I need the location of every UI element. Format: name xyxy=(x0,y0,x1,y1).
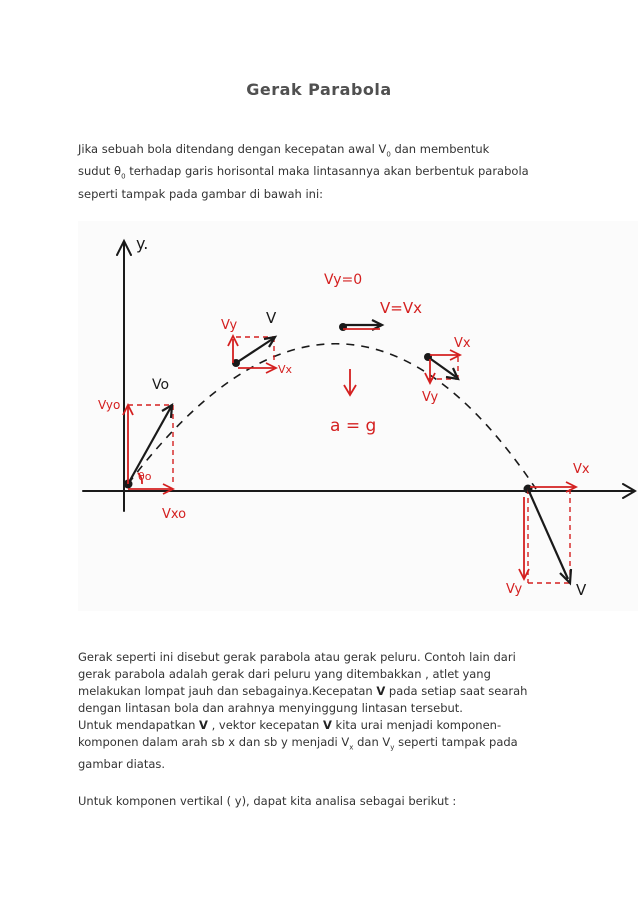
body-line-3-bold: V xyxy=(376,684,386,698)
intro-line-2b: terhadap garis horisontal maka lintasannya akan berbentuk parabola xyxy=(125,164,529,179)
intro-line-2a: sudut θ xyxy=(78,164,122,179)
gravity-label: a = g xyxy=(330,416,377,436)
intro-line-3: seperti tampak pada gambar di bawah ini: xyxy=(78,186,324,201)
body-line-5-bold-1: V xyxy=(199,718,208,732)
vx1-label: Vx xyxy=(278,363,293,376)
body-line-7: gambar diatas. xyxy=(78,757,166,772)
vx-subscript: x xyxy=(349,743,354,752)
intro-line-1: Jika sebuah bola ditendang dengan kecepatan awal V xyxy=(78,142,387,156)
body-line-6b: dan V xyxy=(353,735,391,749)
body-line-5-bold-2: V xyxy=(322,718,332,732)
vx4-label: Vx xyxy=(573,462,590,477)
parabola-diagram xyxy=(78,221,638,611)
body-line-3-tail: pada setiap saat searah xyxy=(385,684,528,698)
theta-subscript: 0 xyxy=(121,172,126,181)
body-line-6c: seperti tampak pada xyxy=(394,735,518,749)
vy1-label: Vy xyxy=(221,318,238,333)
page-title: Gerak Parabola xyxy=(246,80,392,99)
body-line-5b: , vektor kecepatan xyxy=(207,718,323,732)
theta0-label: θo xyxy=(138,470,152,483)
body-line-4: dengan lintasan bola dan arahnya menyinggung lintasan tersebut. xyxy=(78,701,463,715)
body-line-5a: Untuk mendapatkan xyxy=(78,718,200,732)
body-line-3: melakukan lompat jauh dan sebagainya.Kecepatan xyxy=(78,684,377,698)
body-paragraph xyxy=(78,649,562,773)
vy-zero-label: Vy=0 xyxy=(324,272,363,288)
body-line-2: gerak parabola adalah gerak dari peluru yang ditembakkan , atlet yang xyxy=(78,667,491,681)
vy3-label: Vy xyxy=(422,390,439,405)
v0-subscript: 0 xyxy=(386,150,391,159)
intro-line-1-tail: dan membentuk xyxy=(390,142,490,156)
parabola-diagram-svg xyxy=(78,221,638,611)
vx0-label: Vxo xyxy=(162,507,187,522)
intro-paragraph xyxy=(78,141,562,203)
v1-label: V xyxy=(266,309,277,327)
vx3-label: Vx xyxy=(454,336,471,351)
v-eq-vx-label: V=Vx xyxy=(380,299,422,317)
vy4-label: Vy xyxy=(506,582,523,597)
v0-label: Vo xyxy=(152,377,170,393)
closing-line: Untuk komponen vertikal ( y), dapat kita analisa sebagai berikut : xyxy=(78,794,457,808)
body-line-6a: komponen dalam arah sb x dan sb y menjadi V xyxy=(78,735,350,749)
vy0-label: Vyo xyxy=(98,398,121,412)
body-line-1: Gerak seperti ini disebut gerak parabola atau gerak peluru. Contoh lain dari xyxy=(78,650,516,664)
vy-subscript: y xyxy=(390,743,395,752)
body-line-5c: kita urai menjadi komponen- xyxy=(331,718,502,732)
v4-label: V xyxy=(576,581,587,599)
y-axis-label: y. xyxy=(136,234,149,253)
